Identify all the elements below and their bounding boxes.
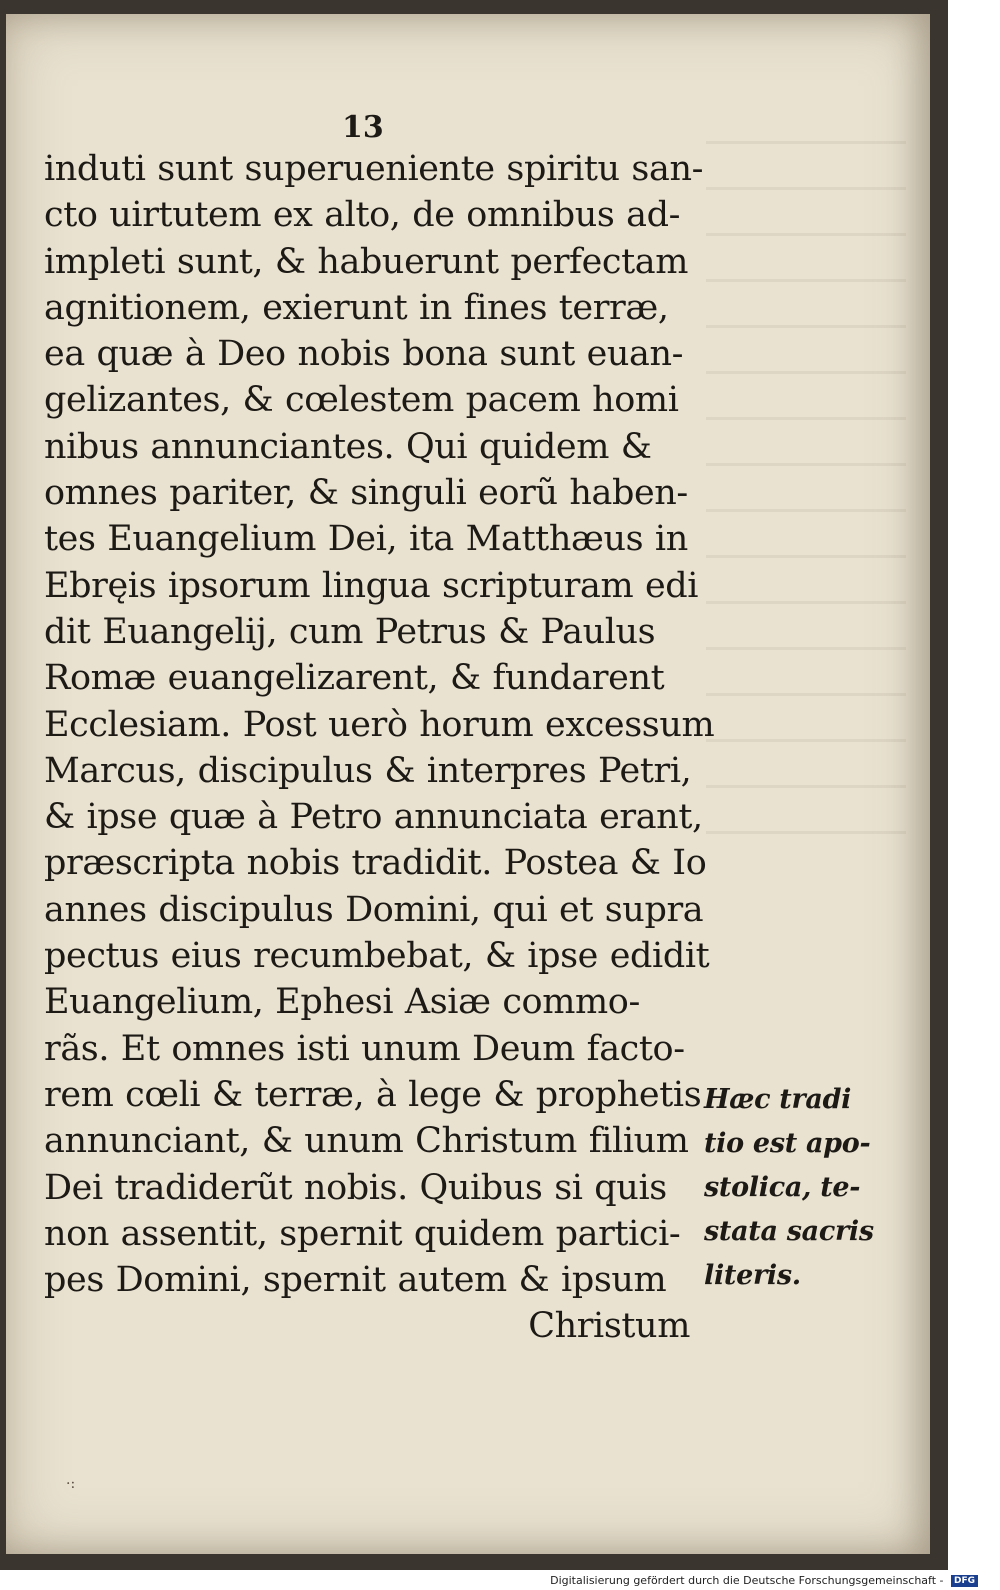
text-line: pectus eius recumbebat, & ipse edidit [44, 936, 710, 977]
page-number: 13 [342, 110, 384, 145]
text-line: & ipse quæ à Petro annunciata erant, [44, 797, 703, 838]
text-line: rãs. Et omnes isti unum Deum facto- [44, 1028, 685, 1069]
text-line: Romæ euangelizarent, & fundarent [44, 658, 665, 699]
digitization-footer [550, 1574, 978, 1587]
text-line: impleti sunt, & habuerunt perfectam [44, 241, 689, 282]
text-line: Ebręis ipsorum lingua scripturam edi [44, 565, 699, 606]
text-line: rem cœli & terræ, à lege & prophetis [44, 1074, 702, 1115]
marginal-note-line: stolica, te- [704, 1172, 861, 1203]
text-line: præscripta nobis tradidit. Postea & Io [44, 843, 707, 884]
marginal-note [704, 1078, 874, 1298]
dfg-logo-icon: DFG [951, 1575, 978, 1587]
text-line: pes Domini, spernit autem & ipsum [44, 1260, 667, 1301]
text-line: Marcus, discipulus & interpres Petri, [44, 750, 692, 791]
text-line: tes Euangelium Dei, ita Matthæus in [44, 519, 688, 560]
footer-text: Digitalisierung gefördert durch die Deutsche Forschungsgemeinschaft - [550, 1574, 944, 1587]
show-through [706, 134, 906, 834]
text-line: ea quæ à Deo nobis bona sunt euan- [44, 334, 684, 375]
marginal-note-line: literis. [704, 1260, 801, 1291]
text-line: annes discipulus Domini, qui et supra [44, 889, 704, 930]
main-text-block [44, 146, 715, 1350]
book-page [6, 14, 930, 1554]
text-line: Dei tradiderũt nobis. Quibus si quis [44, 1167, 667, 1208]
paper-speck: ·: [66, 1476, 76, 1492]
text-line: Euangelium, Ephesi Asiæ commo- [44, 982, 640, 1023]
marginal-note-line: stata sacris [704, 1216, 874, 1247]
marginal-note-line: Hæc tradi [704, 1084, 852, 1115]
text-line: omnes pariter, & singuli eorũ haben- [44, 473, 688, 514]
text-line: induti sunt superueniente spiritu san- [44, 149, 704, 189]
text-line: annunciant, & unum Christum filium [44, 1121, 689, 1162]
text-line: dit Euangelij, cum Petrus & Paulus [44, 611, 656, 652]
catchword: Christum [528, 1306, 690, 1347]
text-line: gelizantes, & cœlestem pacem homi [44, 380, 679, 421]
text-line: Ecclesiam. Post uerò horum excessum [44, 704, 715, 745]
text-line: nibus annunciantes. Qui quidem & [44, 426, 652, 467]
text-line: cto uirtutem ex alto, de omnibus ad- [44, 195, 681, 236]
text-line: agnitionem, exierunt in fines terræ, [44, 287, 669, 328]
marginal-note-line: tio est apo- [704, 1128, 871, 1159]
text-line: non assentit, spernit quidem partici- [44, 1213, 681, 1254]
